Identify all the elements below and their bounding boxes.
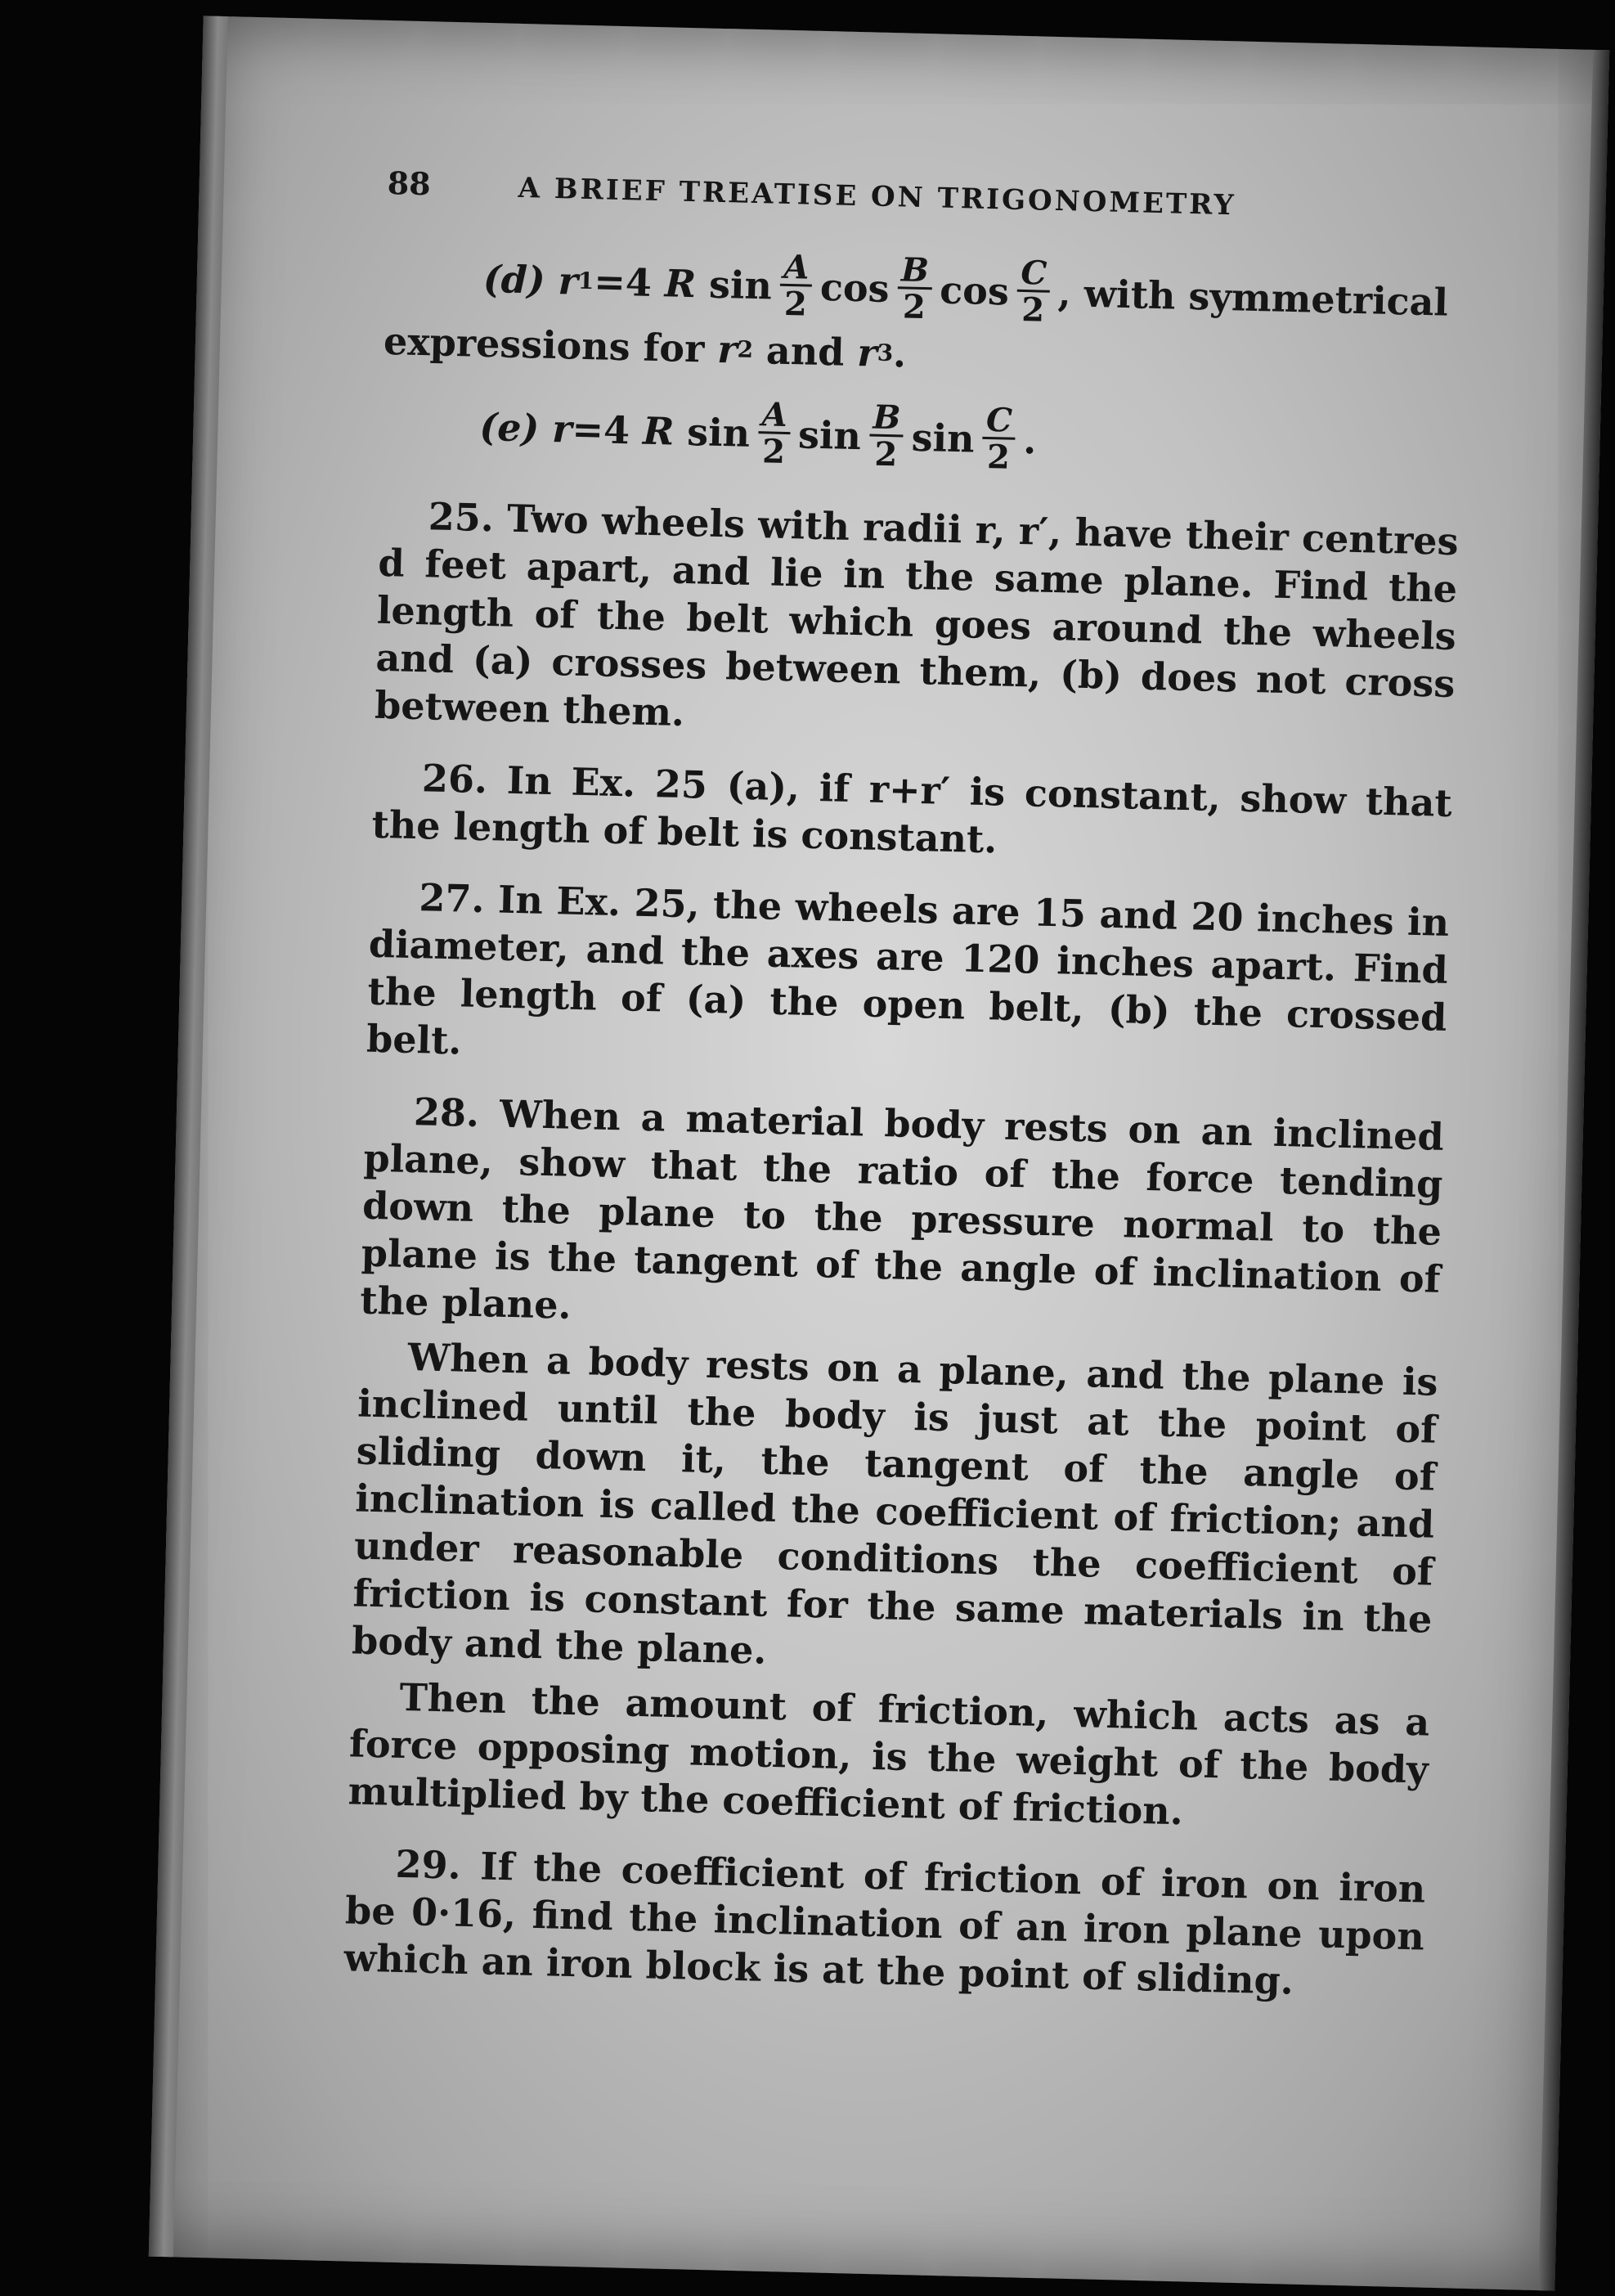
fraction-A-over-2-e: $\frac{A}{2}$ <box>757 398 791 469</box>
formula-d-cos-1: cos <box>819 264 890 311</box>
fraction-C-over-2-e: $\frac{C}{2}$ <box>982 404 1016 474</box>
formula-e-label: (e) <box>478 404 541 451</box>
fraction-B-over-2-e: $\frac{B}{2}$ <box>868 401 904 471</box>
page-content <box>343 160 1467 2033</box>
page-spine-shadow <box>149 16 228 2257</box>
friction-amount: Then the amount of friction, which acts as a force opposing motion, is the weight of the body multiplied by the coefficient of friction. <box>348 1674 1430 1834</box>
exercise-29: 29. If the coefficient of friction of iron on iron be 0·16, find the inclination of an iron plane upon which an iron block is at the point of sliding. <box>343 1841 1426 2003</box>
fraction-A-over-2: $\frac{A}{2}$ <box>779 251 813 321</box>
formula-e <box>479 392 1462 485</box>
formula-d-r2: r <box>716 326 738 372</box>
exercise-28: 28. When a material body rests on an inclined plane, show that the ratio of the force tending down the plane to the pressure normal to the plane is the tangent of the angle of inclination of the plane. <box>359 1090 1445 1328</box>
formula-d-tail: , with symmetrical <box>1057 270 1449 325</box>
formula-d-period: . <box>892 331 907 376</box>
formula-d-r2-sub: 2 <box>737 335 754 363</box>
formula-e-period: . <box>1022 417 1038 462</box>
formula-e-R: R <box>642 408 675 454</box>
page-edge-shadow <box>1538 50 1609 2291</box>
formula-d-lhs-sub: 1 <box>577 267 594 294</box>
exercise-27: 27. In Ex. 25, the wheels are 15 and 20 inches in diameter, and the axes are 120 inches apart. Find the length of (a) the open belt, (b) the crossed belt. <box>366 875 1450 1063</box>
formula-d-r3: r <box>856 330 878 375</box>
formula-d-lhs: r <box>558 258 579 303</box>
exercise-26: 26. In Ex. 25 (a), if r+r′ is constant, show that the length of belt is constant. <box>370 756 1453 862</box>
exercise-25: 25. Two wheels with radii r, r′, have their centres d feet apart, and lie in the same plane. Find the length of the belt which goes around the wheels and (a) crosses between them, (b) does not cross between them. <box>374 494 1460 735</box>
formula-e-sin-3: sin <box>911 415 976 461</box>
page-number: 88 <box>387 164 432 203</box>
book-page <box>149 16 1609 2290</box>
running-header <box>387 160 1467 235</box>
formula-d-eq: =4 <box>593 258 653 305</box>
formula-d-R: R <box>664 260 697 306</box>
formula-d-r3-sub: 3 <box>877 339 894 367</box>
friction-definition: When a body rests on a plane, and the plane is inclined until the body is just at the point of sliding down it, the tangent of the angle of inclination is called the coefficient of friction; and under reasonable conditions the coefficient of friction is constant for the same materials in the body and the plane. <box>351 1335 1439 1673</box>
running-title: A BRIEF TREATISE ON TRIGONOMETRY <box>518 171 1237 222</box>
formula-e-sin-1: sin <box>686 409 751 456</box>
fraction-B-over-2: $\frac{B}{2}$ <box>897 254 933 324</box>
formula-d-sin: sin <box>708 262 773 308</box>
fraction-C-over-2: $\frac{C}{2}$ <box>1016 257 1051 327</box>
formula-d-label: (d) <box>482 256 546 303</box>
formula-d-and: and <box>765 328 846 375</box>
formula-e-lhs: r <box>551 406 573 452</box>
formula-e-eq: =4 <box>571 407 630 452</box>
formula-e-sin-2: sin <box>797 411 862 458</box>
formula-d-continuation-text: expressions for <box>383 318 706 371</box>
exercise-list <box>343 492 1459 2008</box>
formula-d-cos-2: cos <box>939 267 1010 314</box>
